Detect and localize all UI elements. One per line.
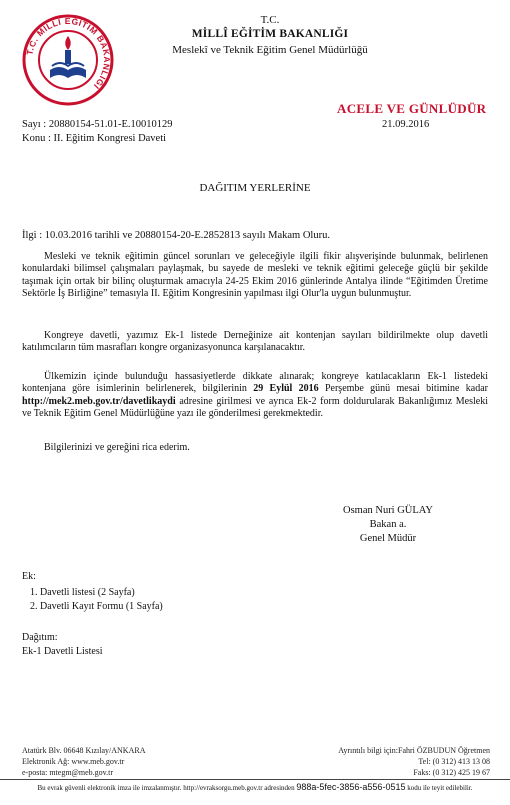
ministry-logo — [22, 14, 114, 106]
footer-address: Atatürk Blv. 06648 Kızılay/ANKARA — [22, 746, 146, 755]
distribution-item: Ek-1 Davetli Listesi — [22, 646, 103, 657]
paragraph-4: Bilgilerinizi ve gereğini rica ederim. — [44, 442, 190, 453]
footer-contact: Ayrıntılı bilgi için:Fahri ÖZBUDUN Öğretmen — [338, 746, 490, 755]
footer-email: e-posta: mtegm@meb.gov.tr — [22, 768, 114, 777]
verification-code: 988a-5fec-3856-a556-0515 — [296, 782, 406, 792]
footer-tel: Tel: (0 312) 413 13 08 — [418, 757, 490, 766]
distribution-label: Dağıtım: — [22, 632, 58, 643]
attachment-item: 2. Davetli Kayıt Formu (1 Sayfa) — [30, 601, 163, 612]
verification-suffix: kodu ile teyit edilebilir. — [407, 784, 473, 792]
verification-note — [0, 782, 510, 792]
header-ministry: MİLLÎ EĞİTİM BAKANLIĞI — [191, 28, 349, 40]
attachments-list — [30, 586, 163, 614]
footer-contact-block — [300, 745, 490, 778]
paragraph-1: Mesleki ve teknik eğitimin güncel sorunları ve geleceğiyle ilgili fikir alışverişinde bulunmak, belirlenen konulardaki bilimsel çalışmaları paylaşmak, bu sayede de mesleki ve teknik eğitimi geleceğe güçlü bir şekilde taşımak için ortak bir bilinç oluşturmak amacıyla 24-25 Ekim 2016 günlerinde Antalya ilinde “Eğitimden Üretime Sektörle İş Birliğine” temasıyla II. Eğitim Kongresinin yapılması ilgi Olur'la uygun bulunmuştur. — [22, 251, 488, 300]
reference-line: İlgi : 10.03.2016 tarihli ve 20880154-20-E.2852813 sayılı Makam Oluru. — [22, 230, 330, 241]
signatory-role: Bakan a. — [369, 519, 407, 530]
deadline-date: 29 Eylül 2016 — [253, 383, 319, 395]
signatory-title: Genel Müdür — [359, 533, 417, 544]
signatory-name: Osman Nuri GÜLAY — [342, 505, 434, 516]
header-tc: T.C. — [260, 14, 280, 26]
document-number: Sayı : 20880154-51.01-E.10010129 — [22, 119, 173, 130]
attachment-item: 1. Davetli listesi (2 Sayfa) — [30, 587, 135, 598]
footer-web: Elektronik Ağ: www.meb.gov.tr — [22, 757, 125, 766]
attachments-label: Ek: — [22, 571, 36, 582]
header-directorate: Meslekî ve Teknik Eğitim Genel Müdürlüğü — [172, 44, 368, 56]
registration-url: http://mek2.meb.gov.tr/davetlikaydi — [22, 395, 176, 407]
urgency-label: ACELE VE GÜNLÜDÜR — [337, 101, 487, 116]
logo-ring-text: T.C. MİLLÎ EĞİTİM BAKANLIĞI — [24, 15, 113, 92]
paragraph-3-text-c: adresine girilmesi ve ayrıca Ek-2 form doldurularak Bakanlığımız Mesleki ve Teknik Eğitim Genel Müdürlüğüne yazı ile gönderilmesi gerekmektedir. — [22, 395, 488, 420]
paragraph-3-text-a: Ülkemizin içinde bulunduğu hassasiyetlerde dikkate alınarak; kongreye katılacakların Ek-1 listedeki kontenjana göre isimlerinin belirlenerek, bilgilerinin — [22, 371, 488, 395]
footer-address-block — [22, 745, 145, 778]
paragraph-2: Kongreye davetli, yazımız Ek-1 listede Derneğinize ait kontenjan sayıları bildirilmekte olup davetli katılımcıların tüm masrafları kongre organizasyonunca karşılanacaktır. — [22, 330, 488, 354]
footer-fax: Faks: (0 312) 425 19 67 — [413, 768, 490, 777]
document-subject: Konu : II. Eğitim Kongresi Daveti — [22, 133, 167, 144]
document-date: 21.09.2016 — [382, 119, 430, 130]
footer-divider — [0, 779, 510, 780]
verification-prefix: Bu evrak güvenli elektronik imza ile imzalanmıştır. http://evraksorgu.meb.gov.tr adresinden — [37, 784, 295, 792]
signature-block — [318, 504, 458, 546]
recipients-heading: DAĞITIM YERLERİNE — [199, 182, 311, 194]
paragraph-3 — [22, 371, 488, 421]
paragraph-3-text-b: Perşembe günü mesai bitimine kadar — [318, 383, 488, 395]
